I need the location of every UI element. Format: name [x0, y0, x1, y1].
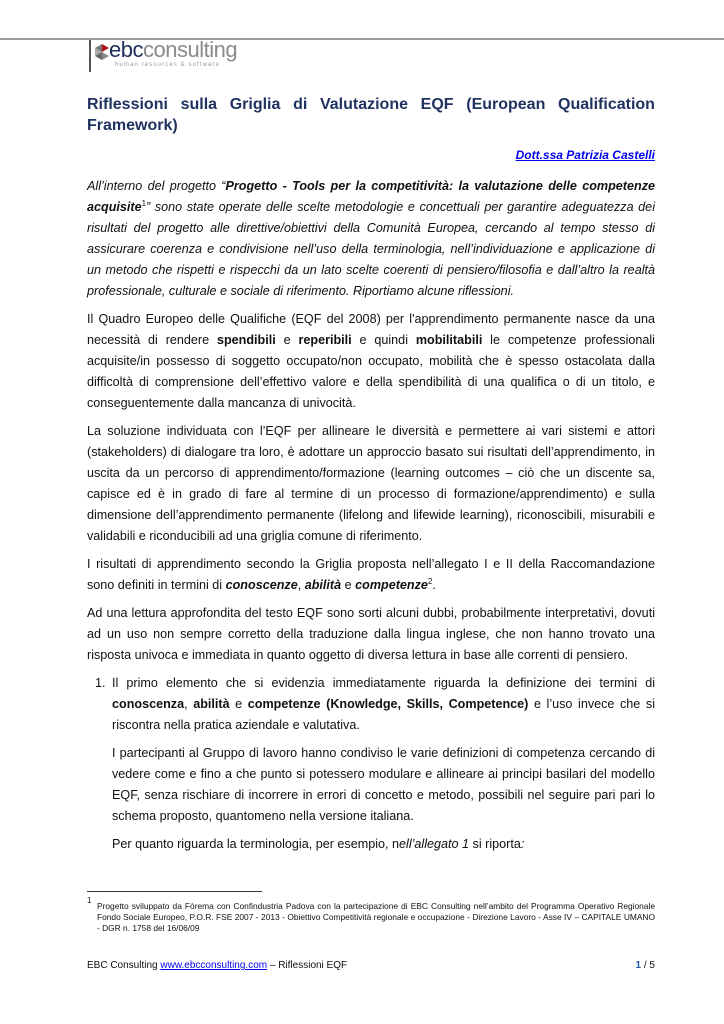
page-number [636, 960, 655, 972]
paragraph [87, 176, 655, 302]
text-run: abilità [304, 578, 342, 592]
title-word: di [293, 96, 308, 113]
text-run: All’interno del progetto “ [87, 179, 226, 193]
list-item [87, 673, 655, 736]
paragraph [87, 834, 655, 855]
title-word: Valutazione [319, 96, 408, 113]
title-word: Griglia [229, 96, 281, 113]
text-run: spendibili [216, 333, 276, 347]
text-run: e l’uso invece che si riscontra nella pratica aziendale e valutativa. [112, 697, 655, 732]
text-run: , [184, 697, 194, 711]
text-run: Per quanto riguarda la terminologia, per esempio, n [112, 837, 400, 851]
author-link[interactable]: Dott.ssa Patrizia Castelli [515, 148, 655, 162]
logo-bar [89, 40, 91, 72]
footnote-text: Progetto sviluppato da Fòrema con Confindustria Padova con la partecipazione di EBC Consulting nell’ambito del Programma Operativo Regionale Fondo Sociale Europeo, P.O.R. FSE 2007 - 2013 - Obiettivo Competitività regionale e occupazione - Direzione Lavoro - Asse IV – CAPITALE UMANO - DGR n. 1758 del 16/06/09 [97, 901, 655, 933]
text-run: I partecipanti al Gruppo di lavoro hanno condiviso le varie definizioni di competenza cercando di vedere come e fino a che punto si potessero modulare e allineare ai principi basilari del modello EQF, senza rischiare di incorrere in errori di concetto e metodo, possibili nel seguire pari pari lo schema proposto, quantomeno nella versione italiana. [112, 746, 655, 823]
text-run: I risultati di apprendimento secondo la Griglia proposta nell’allegato I e II della Raccomandazione sono definiti in termini di [87, 557, 655, 592]
title-line-2: Framework) [87, 117, 178, 134]
logo-mark-icon [95, 44, 109, 60]
footnote-reference: 2 [427, 576, 433, 586]
text-run: conoscenza [112, 697, 185, 711]
text-run: e [275, 333, 299, 347]
logo-text-consulting: consulting [142, 37, 238, 62]
text-run: competenze [355, 578, 428, 592]
list-number: 1. [95, 676, 106, 690]
text-run: Progetto - Tools per la competitività: la valutazione delle competenze acquisite [87, 179, 655, 214]
footer-website-link[interactable]: www.ebcconsulting.com [160, 960, 268, 971]
title-word: Riflessioni [87, 96, 168, 113]
text-run: ell’allegato 1 [399, 837, 470, 851]
footer-left [87, 960, 347, 972]
text-run: mobilitabili [415, 333, 483, 347]
text-run: le competenze professionali acquisite/in possesso di soggetto occupato/non occupato, mobilità che è spesso ostacolata dalla difficoltà di comprensione dell’effettivo valore e della spendibilità di una qualifica o di un titolo, e conseguentemente dalla mancanza di univocità. [87, 333, 655, 410]
paragraph [87, 603, 655, 666]
text-run: e quindi [351, 333, 416, 347]
paragraph [87, 554, 655, 596]
logo-tagline: human resources & software [115, 62, 220, 68]
title-word: EQF [420, 96, 454, 113]
page-footer [87, 960, 655, 972]
text-run: : [520, 837, 525, 851]
logo-text-ebc: ebc [109, 37, 143, 62]
footnote-number: 1 [87, 896, 92, 905]
text-run: si riporta [469, 837, 521, 851]
text-run: . [432, 578, 436, 592]
text-run: competenze (Knowledge, Skills, Competence) [247, 697, 529, 711]
title-word: sulla [180, 96, 218, 113]
page-total: / 5 [641, 960, 655, 971]
list-item-text [112, 673, 655, 736]
text-run: La soluzione individuata con l’EQF per allineare le diversità e permettere ai vari sistemi e attori (stakeholders) di dialogare tra loro, è adottare un approccio basato sui risultati dell’apprendimento, in uscita da un percorso di apprendimento/formazione (learning outcomes – ciò che un discente sa, capisce ed è in grado di fare al termine di un processo di formazione/apprendimento) e sulla dimensione dell’apprendimento permanente (lifelong and lifewide learning), riconoscibili, misurabili e validabili e riconducibili ad una griglia comune di riferimento. [87, 424, 655, 543]
footnote [87, 896, 655, 934]
company-logo [89, 37, 238, 72]
logo-wordmark [109, 37, 238, 62]
text-run: abilità [193, 697, 230, 711]
text-run: e [341, 578, 356, 592]
text-run: Ad una lettura approfondita del testo EQF sono sorti alcuni dubbi, probabilmente interpretativi, dovuti ad un uso non sempre corretto della traduzione dalla lingua inglese, che non hanno trovato una risposta univoca e immediata in quanto oggetto di diversa lettura in base alle correnti di pensiero. [87, 606, 655, 662]
page-content [87, 94, 655, 972]
footer-company: EBC Consulting [87, 960, 161, 971]
text-run: Il Quadro Europeo delle Qualifiche (EQF del 2008) per l'apprendimento permanente nasce da una necessità di rendere [87, 312, 655, 347]
footnote-reference: 1 [141, 198, 147, 208]
text-run: ” sono state operate delle scelte metodologie e concettuali per garantire adeguatezza dei risultati del progetto alle direttive/obiettivi della Comunità Europea, cercando al tempo stesso di assicurare coerenza e condivisione nell’uso della terminologia, nell’individuazione e applicazione di un metodo che rispetti e rispecchi da un lato scelte coerenti di pensiero/filosofia e dall’altro la realtà professionale, culturale e sociale di riferimento. Riportiamo alcune riflessioni. [87, 200, 655, 298]
document-title [87, 94, 655, 136]
footnote-separator [87, 891, 262, 892]
footer-doc-title: – Riflessioni EQF [267, 960, 348, 971]
page-current: 1 [635, 960, 642, 971]
document-body [87, 176, 655, 862]
paragraph [87, 743, 655, 827]
text-run: Il primo elemento che si evidenzia immediatamente riguarda la definizione dei termini di [112, 676, 655, 690]
paragraph [87, 421, 655, 547]
spacer [87, 862, 655, 891]
title-line-1 [87, 94, 655, 115]
text-run: reperibili [298, 333, 352, 347]
paragraph [87, 309, 655, 414]
title-word: Qualification [558, 96, 655, 113]
title-word: (European [466, 96, 546, 113]
text-run: e [229, 697, 248, 711]
text-run: , [297, 578, 305, 592]
text-run: conoscenze [225, 578, 298, 592]
